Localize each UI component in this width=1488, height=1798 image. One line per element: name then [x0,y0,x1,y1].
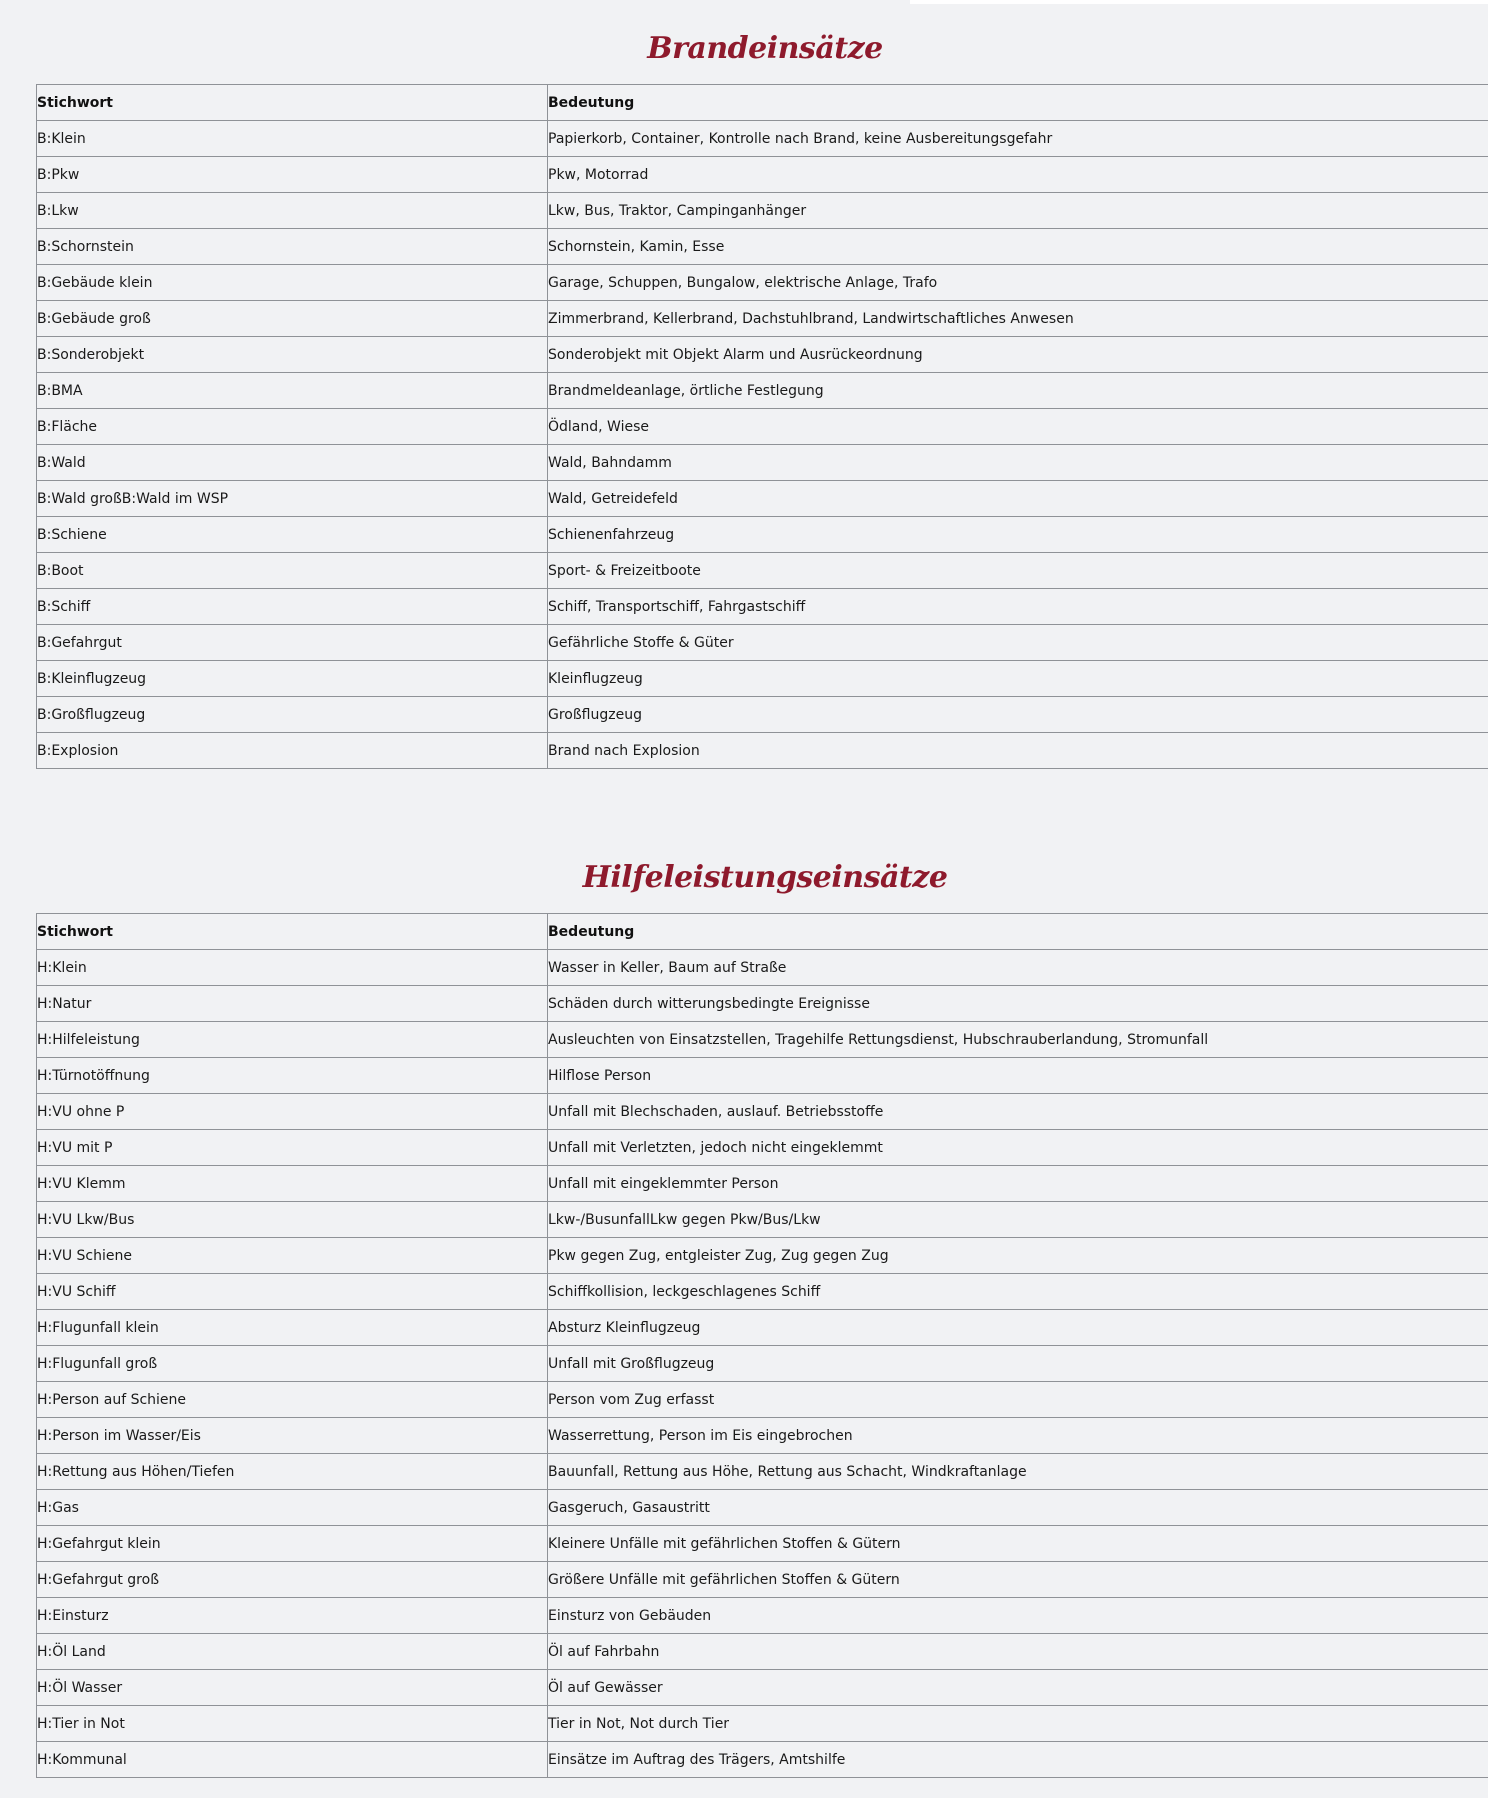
cell-stichwort: H:Türnotöffnung [37,1058,548,1094]
table-body-hilfeleistungseinsaetze [37,950,1488,1778]
column-header-bedeutung: Bedeutung [548,85,1488,121]
cell-stichwort: H:VU Schiff [37,1274,548,1310]
table-row [37,1670,1488,1706]
table-row [37,301,1488,337]
cell-stichwort: H:Rettung aus Höhen/Tiefen [37,1454,548,1490]
cell-bedeutung: Größere Unfälle mit gefährlichen Stoffen & Gütern [548,1562,1488,1598]
cell-stichwort: B:BMA [37,373,548,409]
section-title-hilfeleistungseinsaetze: Hilfeleistungseinsätze [582,860,948,895]
cell-stichwort: B:Sonderobjekt [37,337,548,373]
cell-bedeutung: Kleinere Unfälle mit gefährlichen Stoffen & Gütern [548,1526,1488,1562]
cell-stichwort: B:Schiff [37,589,548,625]
cell-stichwort: B:Großflugzeug [37,697,548,733]
table-row [37,661,1488,697]
cell-bedeutung: Einsturz von Gebäuden [548,1598,1488,1634]
cell-stichwort: H:Gefahrgut klein [37,1526,548,1562]
cell-bedeutung: Einsätze im Auftrag des Trägers, Amtshilfe [548,1742,1488,1778]
table-row [37,1742,1488,1778]
cell-stichwort: B:Lkw [37,193,548,229]
table-row [37,625,1488,661]
table-row [37,1274,1488,1310]
cell-bedeutung: Brand nach Explosion [548,733,1488,769]
cell-stichwort: H:Öl Wasser [37,1670,548,1706]
section-title-brandeinsaetze: Brandeinsätze [647,31,883,66]
cell-bedeutung: Lkw, Bus, Traktor, Campinganhänger [548,193,1488,229]
table-row [37,1058,1488,1094]
cell-stichwort: B:Explosion [37,733,548,769]
table-row [37,986,1488,1022]
table-row [37,1238,1488,1274]
table-body-brandeinsaetze [37,121,1488,769]
cell-bedeutung: Wasserrettung, Person im Eis eingebrochen [548,1418,1488,1454]
cell-stichwort: H:Kommunal [37,1742,548,1778]
cell-bedeutung: Tier in Not, Not durch Tier [548,1706,1488,1742]
table-row [37,589,1488,625]
cell-stichwort: B:Schiene [37,517,548,553]
cell-stichwort: H:Flugunfall klein [37,1310,548,1346]
cell-bedeutung: Sonderobjekt mit Objekt Alarm und Ausrückeordnung [548,337,1488,373]
cell-bedeutung: Bauunfall, Rettung aus Höhe, Rettung aus Schacht, Windkraftanlage [548,1454,1488,1490]
cell-stichwort: H:Natur [37,986,548,1022]
cell-bedeutung: Papierkorb, Container, Kontrolle nach Brand, keine Ausbereitungsgefahr [548,121,1488,157]
cell-stichwort: B:Schornstein [37,229,548,265]
table-row [37,1130,1488,1166]
cell-bedeutung: Brandmeldeanlage, örtliche Festlegung [548,373,1488,409]
cell-stichwort: H:Klein [37,950,548,986]
cell-stichwort: H:Person im Wasser/Eis [37,1418,548,1454]
cell-bedeutung: Wasser in Keller, Baum auf Straße [548,950,1488,986]
table-row [37,1562,1488,1598]
cell-bedeutung: Ödland, Wiese [548,409,1488,445]
table-header-row [37,914,1488,950]
cell-bedeutung: Hilflose Person [548,1058,1488,1094]
table-row [37,445,1488,481]
table-brandeinsaetze [36,84,1488,769]
table-row [37,1166,1488,1202]
cell-bedeutung: Unfall mit eingeklemmter Person [548,1166,1488,1202]
cell-bedeutung: Schienenfahrzeug [548,517,1488,553]
table-row [37,1706,1488,1742]
cell-stichwort: H:VU Lkw/Bus [37,1202,548,1238]
cell-stichwort: H:Einsturz [37,1598,548,1634]
table-row [37,517,1488,553]
cell-stichwort: H:Person auf Schiene [37,1382,548,1418]
cell-stichwort: H:VU Klemm [37,1166,548,1202]
cell-bedeutung: Pkw gegen Zug, entgleister Zug, Zug gegen Zug [548,1238,1488,1274]
cell-bedeutung: Absturz Kleinflugzeug [548,1310,1488,1346]
cell-stichwort: B:Wald [37,445,548,481]
table-row [37,373,1488,409]
cell-stichwort: H:Gefahrgut groß [37,1562,548,1598]
table-header-row [37,85,1488,121]
table-row [37,1310,1488,1346]
cell-bedeutung: Öl auf Fahrbahn [548,1634,1488,1670]
cell-stichwort: B:Wald großB:Wald im WSP [37,481,548,517]
cell-bedeutung: Unfall mit Blechschaden, auslauf. Betriebsstoffe [548,1094,1488,1130]
cell-stichwort: B:Gefahrgut [37,625,548,661]
column-header-stichwort: Stichwort [37,85,548,121]
table-row [37,1094,1488,1130]
cell-stichwort: H:Hilfeleistung [37,1022,548,1058]
cell-stichwort: H:Gas [37,1490,548,1526]
cell-stichwort: B:Gebäude groß [37,301,548,337]
column-header-bedeutung: Bedeutung [548,914,1488,950]
table-row [37,1598,1488,1634]
table-row [37,1454,1488,1490]
cell-stichwort: H:Flugunfall groß [37,1346,548,1382]
cell-stichwort: H:VU mit P [37,1130,548,1166]
cell-bedeutung: Unfall mit Großflugzeug [548,1346,1488,1382]
cell-bedeutung: Schiff, Transportschiff, Fahrgastschiff [548,589,1488,625]
cell-bedeutung: Schiffkollision, leckgeschlagenes Schiff [548,1274,1488,1310]
top-edge-strip [910,0,1488,4]
cell-stichwort: B:Fläche [37,409,548,445]
cell-bedeutung: Gasgeruch, Gasaustritt [548,1490,1488,1526]
table-row [37,697,1488,733]
table-row [37,1346,1488,1382]
cell-bedeutung: Pkw, Motorrad [548,157,1488,193]
table-row [37,265,1488,301]
table-row [37,229,1488,265]
table-hilfeleistungseinsaetze [36,913,1488,1778]
cell-stichwort: B:Kleinflugzeug [37,661,548,697]
table-row [37,121,1488,157]
table-row [37,1382,1488,1418]
table-row [37,553,1488,589]
cell-bedeutung: Wald, Getreidefeld [548,481,1488,517]
table-row [37,1418,1488,1454]
cell-stichwort: B:Pkw [37,157,548,193]
column-header-stichwort: Stichwort [37,914,548,950]
cell-bedeutung: Schornstein, Kamin, Esse [548,229,1488,265]
cell-stichwort: H:Öl Land [37,1634,548,1670]
table-row [37,1202,1488,1238]
cell-bedeutung: Lkw-/BusunfallLkw gegen Pkw/Bus/Lkw [548,1202,1488,1238]
cell-bedeutung: Sport- & Freizeitboote [548,553,1488,589]
cell-bedeutung: Kleinflugzeug [548,661,1488,697]
cell-bedeutung: Garage, Schuppen, Bungalow, elektrische Anlage, Trafo [548,265,1488,301]
cell-bedeutung: Unfall mit Verletzten, jedoch nicht eingeklemmt [548,1130,1488,1166]
table-row [37,1634,1488,1670]
table-row [37,950,1488,986]
cell-bedeutung: Zimmerbrand, Kellerbrand, Dachstuhlbrand, Landwirtschaftliches Anwesen [548,301,1488,337]
cell-bedeutung: Gefährliche Stoffe & Güter [548,625,1488,661]
cell-stichwort: H:VU ohne P [37,1094,548,1130]
cell-bedeutung: Öl auf Gewässer [548,1670,1488,1706]
table-row [37,733,1488,769]
cell-stichwort: B:Boot [37,553,548,589]
cell-stichwort: H:VU Schiene [37,1238,548,1274]
cell-bedeutung: Großflugzeug [548,697,1488,733]
cell-stichwort: B:Gebäude klein [37,265,548,301]
table-row [37,1022,1488,1058]
cell-stichwort: H:Tier in Not [37,1706,548,1742]
cell-bedeutung: Schäden durch witterungsbedingte Ereignisse [548,986,1488,1022]
cell-bedeutung: Person vom Zug erfasst [548,1382,1488,1418]
table-row [37,337,1488,373]
table-row [37,409,1488,445]
table-row [37,193,1488,229]
cell-stichwort: B:Klein [37,121,548,157]
cell-bedeutung: Ausleuchten von Einsatzstellen, Tragehilfe Rettungsdienst, Hubschrauberlandung, Stromunfall [548,1022,1488,1058]
table-row [37,481,1488,517]
table-row [37,157,1488,193]
table-row [37,1526,1488,1562]
table-row [37,1490,1488,1526]
cell-bedeutung: Wald, Bahndamm [548,445,1488,481]
